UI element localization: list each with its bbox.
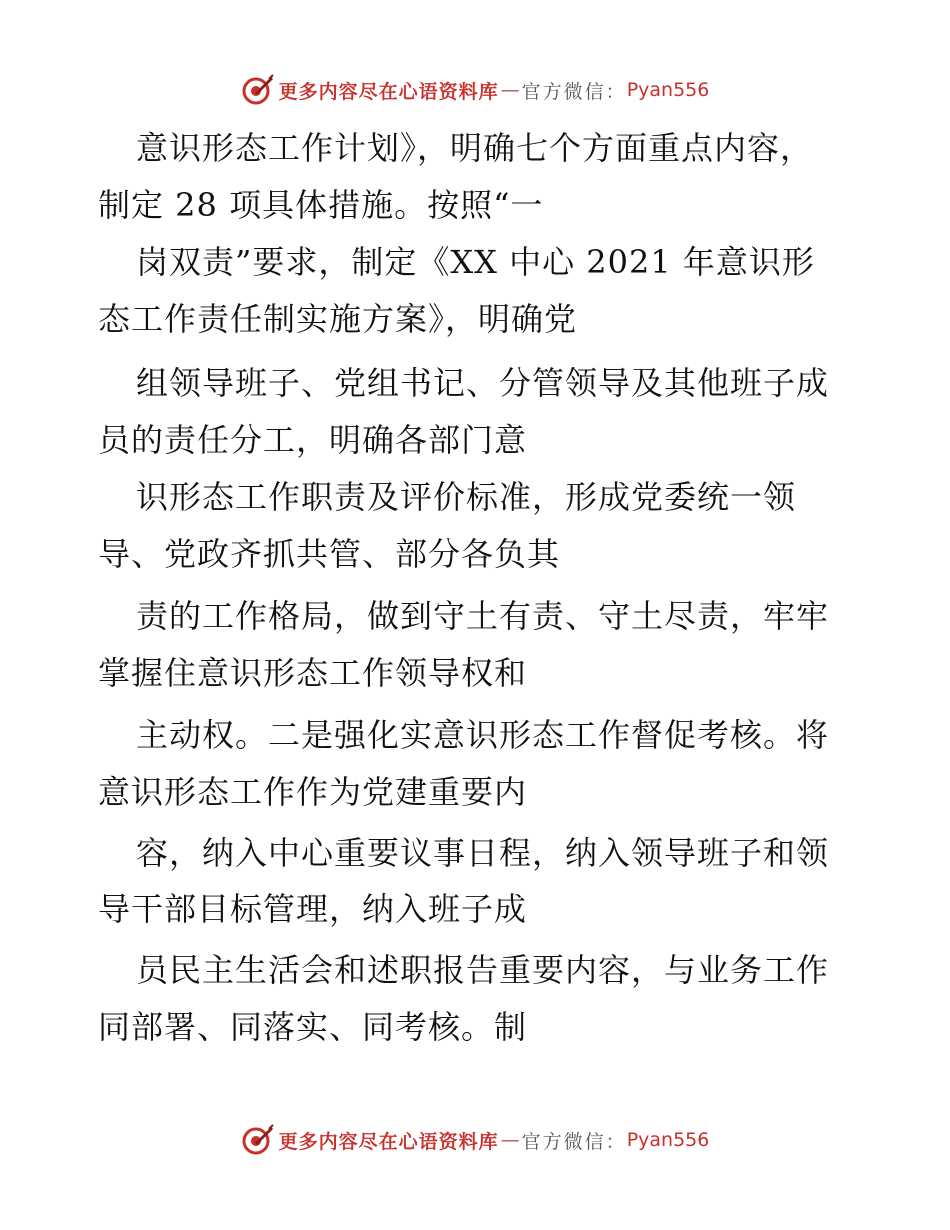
quill-logo-icon — [241, 1123, 275, 1157]
watermark-site-text: 更多内容尽在心语资料库 — [278, 1130, 499, 1153]
text-line-14: 导干部目标管理，纳入班子成 — [98, 890, 528, 928]
text-line-10: 掌握住意识形态工作领导权和 — [98, 654, 528, 692]
quill-logo-icon — [241, 73, 275, 107]
text-line-1: 意识形态工作计划》，明确七个方面重点内容， — [136, 129, 814, 167]
text-line-13: 容，纳入中心重要议事日程，纳入领导班子和领 — [136, 834, 830, 872]
text-line-11: 主动权。二是强化实意识形态工作督促考核。将 — [136, 716, 830, 754]
watermark-dash: — — [500, 79, 520, 101]
watermark-wechat-label: 官方微信： — [521, 80, 627, 103]
watermark-wechat-label: 官方微信： — [521, 1130, 627, 1153]
text-line-5: 组领导班子、党组书记、分管领导及其他班子成 — [136, 364, 830, 402]
text-line-15: 员民主生活会和述职报告重要内容，与业务工作 — [136, 951, 830, 989]
text-line-4: 态工作责任制实施方案》，明确党 — [98, 300, 578, 338]
text-line-9: 责的工作格局，做到守土有责、守土尽责，牢牢 — [136, 597, 830, 635]
watermark-site-text: 更多内容尽在心语资料库 — [278, 80, 499, 103]
watermark-wechat-id: Pyan556 — [626, 1129, 710, 1151]
text-line-16: 同部署、同落实、同考核。制 — [98, 1008, 528, 1046]
text-line-7: 识形态工作职责及评价标准，形成党委统一领 — [136, 478, 797, 516]
text-line-6: 员的责任分工，明确各部门意 — [98, 421, 528, 459]
watermark-dash: — — [500, 1129, 520, 1151]
watermark-wechat-id: Pyan556 — [626, 79, 710, 101]
header-watermark — [0, 70, 950, 110]
text-line-2: 制定 28 项具体措施。按照“一 — [98, 186, 544, 224]
text-line-3: 岗双责”要求，制定《XX 中心 2021 年意识形 — [136, 243, 815, 281]
text-line-8: 导、党政齐抓共管、部分各负其 — [98, 535, 561, 573]
text-line-12: 意识形态工作作为党建重要内 — [98, 773, 528, 811]
footer-watermark — [0, 1120, 950, 1160]
